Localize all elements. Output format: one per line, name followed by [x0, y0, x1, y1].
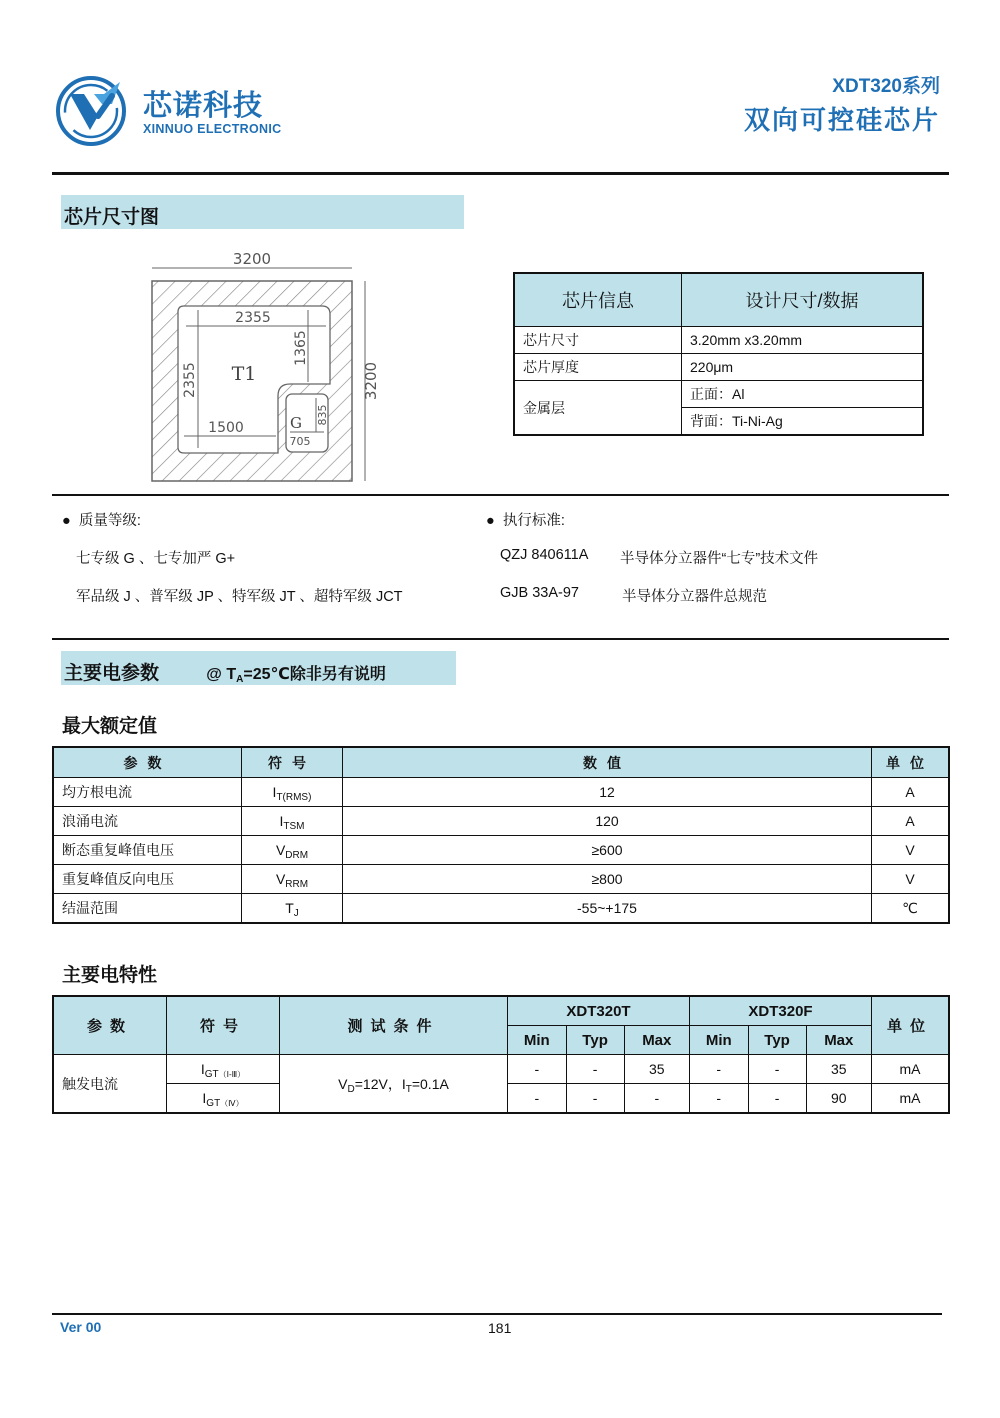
max-ratings-table: [52, 746, 950, 924]
table-row: 断态重复峰值电压 $V_{DRM}$ ≥600 V: [53, 836, 949, 865]
divider-1: [52, 494, 949, 496]
chip-thickness-label: 芯片厚度: [514, 354, 682, 381]
footer-divider: [52, 1313, 942, 1315]
test-condition-cell: $V_D=12V$，$I_T=0.1A$: [280, 1055, 508, 1114]
design-data-header: 设计尺寸/数据: [682, 273, 924, 327]
table-row: 浪涌电流 $I_{TSM}$ 120 A: [53, 807, 949, 836]
col-f-max: Max: [806, 1026, 871, 1055]
col-t-min: Min: [508, 1026, 567, 1055]
col-param: 参数: [53, 996, 167, 1055]
col-f-min: Min: [689, 1026, 748, 1055]
dim-gate-height: 835: [316, 404, 329, 426]
table-row: 触发电流 $I_{GT(Ⅰ-Ⅲ)}$ $V_D=12V$，$I_T=0.1A$ - - 35 - - 35 mA: [53, 1055, 949, 1084]
col-t-typ: Typ: [566, 1026, 624, 1055]
standards-title: 执行标准:: [502, 513, 565, 529]
col-model-f: XDT320F: [689, 996, 871, 1026]
table-row: 结温范围 $T_J$ -55~+175 ℃: [53, 894, 949, 924]
t1-label: T1: [231, 363, 257, 385]
bullet-icon: ●: [62, 513, 79, 529]
col-unit: 单位: [872, 996, 950, 1055]
page-number: 181: [488, 1320, 512, 1336]
chip-info-table: [513, 272, 924, 436]
col-f-typ: Typ: [748, 1026, 806, 1055]
dim-notch-height: 1365: [293, 330, 309, 366]
header-divider: [52, 172, 949, 175]
company-logo: [54, 74, 132, 148]
quality-line-1: 七专级 G 、七专加严 G+: [76, 551, 236, 567]
standard-2-code: GJB 33A-97: [500, 585, 579, 601]
characteristics-table: [52, 995, 950, 1114]
standard-1-code: QZJ 840611A: [500, 547, 589, 563]
dim-outer-height: 3200: [362, 361, 380, 401]
bullet-icon: ●: [486, 513, 503, 529]
col-condition: 测试条件: [280, 996, 508, 1055]
standards-title-item: [486, 509, 565, 530]
brand-name-en: XINNUO ELECTRONIC: [143, 122, 282, 136]
col-unit: 单位: [872, 747, 950, 778]
col-model-t: XDT320T: [508, 996, 690, 1026]
table-row: 均方根电流 $I_{T(RMS)}$ 12 A: [53, 778, 949, 807]
col-t-max: Max: [624, 1026, 689, 1055]
series-title: XDT320系列: [832, 76, 940, 97]
divider-2: [52, 638, 949, 640]
chip-size-label: 芯片尺寸: [514, 327, 682, 354]
chip-dimension-header: [61, 195, 464, 229]
quality-line-2: 军品级 J 、普军级 JP 、特军级 JT 、超特军级 JCT: [76, 589, 403, 605]
characteristics-title: 主要电特性: [62, 965, 158, 986]
test-condition: @ $T_A=25℃$除非另有说明: [206, 666, 386, 685]
metal-back-value: 背面：Ti-Ni-Ag: [682, 408, 924, 436]
product-title: 双向可控硅芯片: [743, 105, 940, 135]
standard-1-desc: 半导体分立器件“七专”技术文件: [620, 551, 819, 567]
chip-thickness-value: 220μm: [682, 354, 924, 381]
chip-info-header: 芯片信息: [514, 273, 682, 327]
chip-size-value: 3.20mm x3.20mm: [682, 327, 924, 354]
electrical-header: [61, 651, 456, 685]
version-label: Ver 00: [60, 1319, 102, 1335]
electrical-title: 主要电参数: [64, 663, 160, 684]
dim-gate-width: 705: [289, 435, 311, 448]
max-ratings-title: 最大额定值: [62, 716, 158, 737]
metal-layer-label: 金属层: [514, 381, 682, 436]
quality-title: 质量等级:: [78, 513, 141, 529]
standard-2-desc: 半导体分立器件总规范: [622, 589, 767, 605]
gate-label: G: [290, 414, 302, 432]
table-row: $I_{GT(Ⅳ)}$ - - - - - 90 mA: [53, 1084, 949, 1114]
table-row: 重复峰值反向电压 $V_{RRM}$ ≥800 V: [53, 865, 949, 894]
col-symbol: 符号: [242, 747, 343, 778]
chip-dimension-title: 芯片尺寸图: [64, 207, 160, 228]
chip-dimension-drawing: [140, 248, 390, 488]
dim-bottom-width: 1500: [208, 420, 244, 436]
dim-inner-width: 2355: [235, 310, 271, 326]
quality-title-item: [62, 509, 141, 530]
dim-outer-width: 3200: [232, 250, 272, 268]
col-symbol: 符号: [167, 996, 280, 1055]
col-param: 参数: [53, 747, 242, 778]
dim-inner-height: 2355: [182, 362, 198, 398]
param-trigger-current: 触发电流: [53, 1055, 167, 1114]
col-value: 数值: [343, 747, 872, 778]
metal-front-value: 正面：Al: [682, 381, 924, 408]
brand-name-cn: 芯诺科技: [143, 90, 264, 122]
